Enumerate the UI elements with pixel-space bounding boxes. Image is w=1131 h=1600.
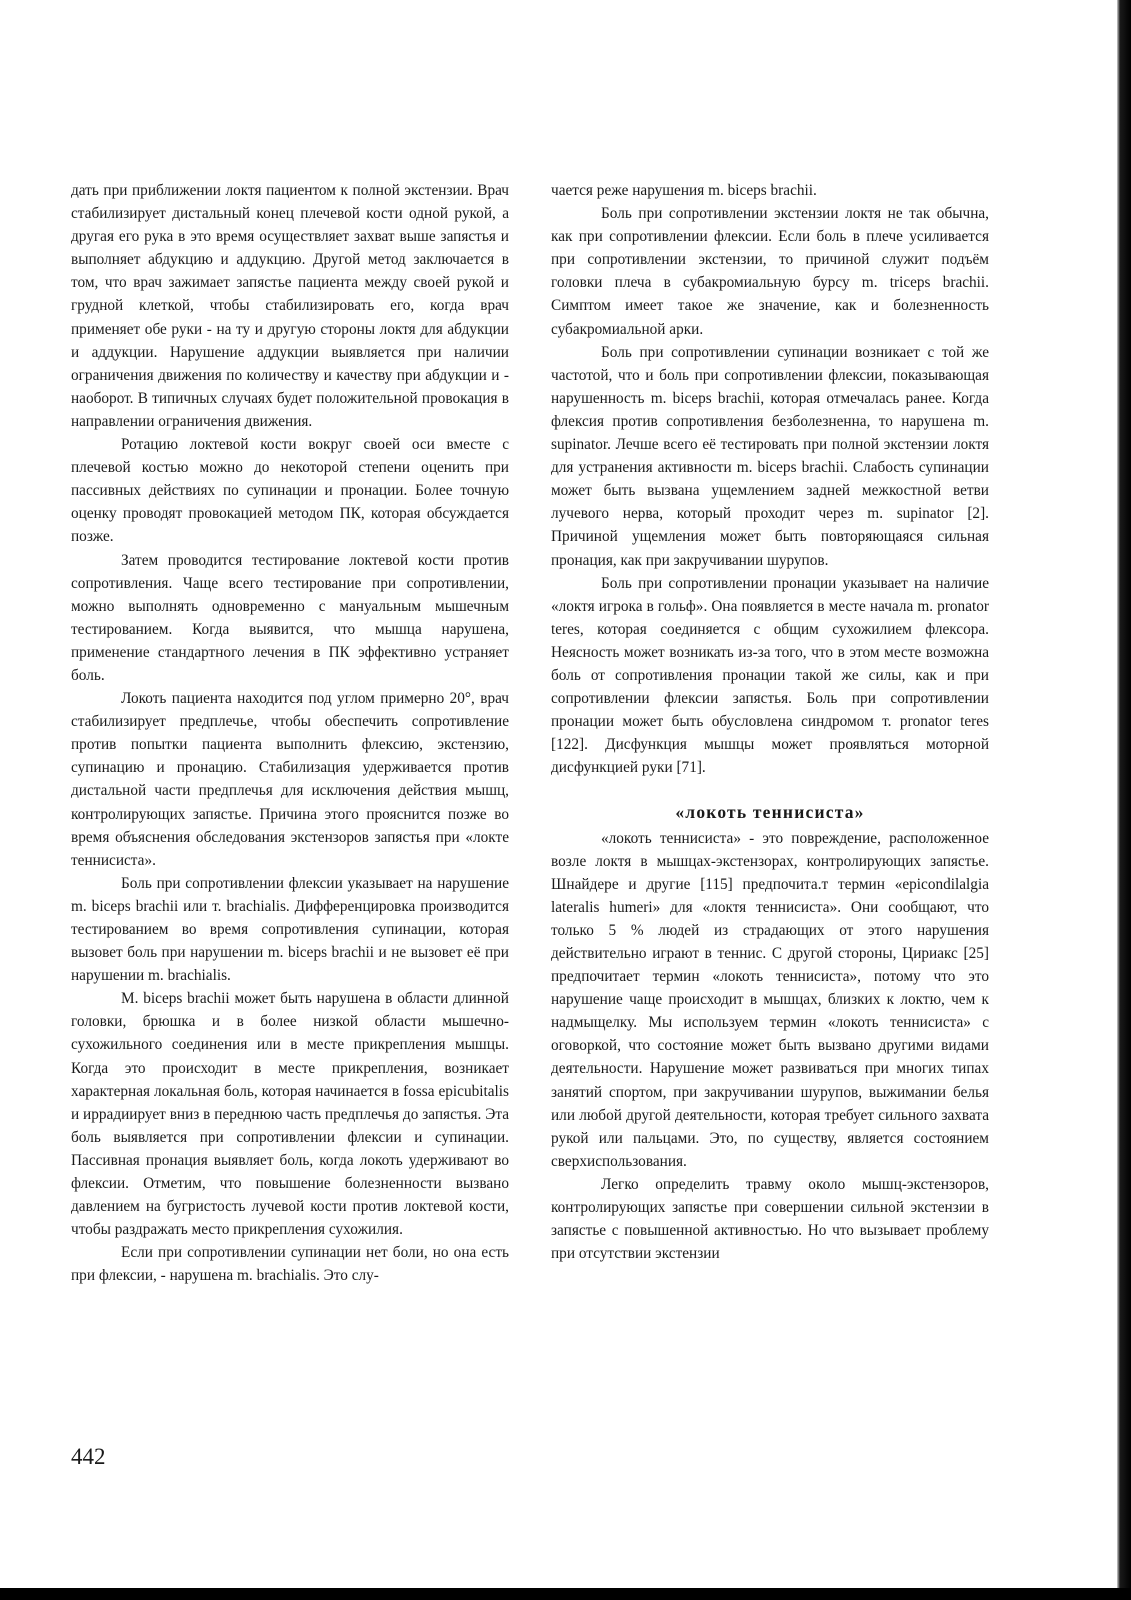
- paragraph: «локоть теннисиста» - это повреждение, расположенное возле локтя в мышцах-экстензорах, контролирующих запястье. Шнайдере и другие [115] предпочита.т термин «epicondilalgia lateralis humeri» для «локтя теннисиста». Они сообщают, что только 5 % людей из страдающих от этого нарушения действительно играют в теннис. С другой стороны, Цириакс [25] предпочитает термин «локоть теннисиста», потому что это нарушение чаще происходит в мышцах, близких к локтю, чем к надмыщелку. Мы используем термин «локоть теннисиста» с оговоркой, что состояние может быть вызвано другими видами деятельности. Нарушение может развиваться при многих типах занятий спортом, при закручивании шурупов, выжимании белья или любой другой деятельности, которая требует сильного захвата рукой или пальцами. Это, по существу, является состоянием сверхиспользования.: [551, 829, 989, 1170]
- paragraph: Ротацию локтевой кости вокруг своей оси вместе с плечевой костью можно до некоторой степени оценить при пассивных действиях по супинации и пронации. Более точную оценку проводят провокацией методом ПК, которая обсуждается позже.: [71, 436, 509, 546]
- paragraph: Боль при сопротивлении супинации возникает с той же частотой, что и боль при сопротивлении флексии, показывающая нарушенность m. biceps brachii, которая отмечалась ранее. Когда флексия против сопротивления безболезненна, то нарушена m. supinator. Лечше всего её тестировать при полной экстензии локтя для устранения активности m. biceps brachii. Слабость супинации может быть вызвана ущемлением задней межкостной ветви лучевого нерва, который проходит через m. supinator [2]. Причиной ущемления может быть повторяющаяся сильная пронация, как при закручивании шурупов.: [551, 343, 989, 569]
- scan-border-right: [1117, 0, 1131, 1600]
- scan-border-bottom: [0, 1588, 1131, 1600]
- paragraph: чается реже нарушения m. biceps brachii.: [551, 182, 817, 199]
- paragraph: M. biceps brachii может быть нарушена в области длинной головки, брюшка и в более низкой области мышечно-сухожильного соединения или в месте прикрепления мышцы. Когда это происходит в месте прикрепления, возникает характерная локальная боль, которая начинается в fossa epicubitalis и иррадиирует вниз в переднюю часть предплечья до запястья. Эта боль выявляется при сопротивлении флексии и супинации. Пассивная пронация выявляет боль, когда локоть удерживают во флексии. Отметим, что повышение болезненности вызвано давлением на бугристость лучевой кости против локтевой кости, чтобы раздражать место прикрепления сухожилия.: [71, 990, 509, 1239]
- paragraph: Боль при сопротивлении флексии указывает на нарушение m. biceps brachii или т. brachialis. Дифференцировка производится тестированием во время сопротивления супинации, которая вызовет боль при нарушении m. biceps brachii и не вызовет её при нарушении m. brachialis.: [71, 874, 509, 985]
- paragraph: Легко определить травму около мышц-экстензоров, контролирующих запястье при совершении сильной экстензии в запястье с повышенной активностью. Но что вызывает проблему при отсутствии экстензии: [551, 1175, 989, 1263]
- paragraph: Боль при сопротивлении пронации указывает на наличие «локтя игрока в гольф». Она появляется в месте начала m. pronator teres, которая соединяется с общим сухожилием флексора. Неясность может возникать из-за того, что в этом месте возможна боль от сопротивления пронации такой же силы, как и при сопротивлении флексии запястья. Боль при сопротивлении пронации может быть обусловлена синдромом т. pronator teres [122]. Дисфункция мышцы может проявляться моторной дисфункцией руки [71].: [551, 574, 989, 777]
- page-number: 442: [71, 1444, 106, 1469]
- paragraph: Локоть пациента находится под углом примерно 20°, врач стабилизирует предплечье, чтобы обеспечить сопротивление против попытки пациента выполнить флексию, экстензию, супинацию и пронацию. Стабилизация удерживается против дистальной части предплечья для исключения действия мышц, контролирующих запястье. Причина этого прояснится позже во время объяснения обследования экстензоров запястья при «локте теннисиста».: [71, 690, 509, 869]
- paragraph: Если при сопротивлении супинации нет боли, но она есть при флексии, - нарушена m. brachialis. Это слу-: [71, 1244, 509, 1285]
- paragraph: Затем проводится тестирование локтевой кости против сопротивления. Чаще всего тестирование при сопротивлении, можно выполнять одновременно с мануальным мышечным тестированием. Когда выявится, что мышца нарушена, применение стандартного лечения в ПК эффективно устраняет боль.: [71, 551, 509, 684]
- right-column: [551, 179, 989, 1265]
- paragraph: Боль при сопротивлении экстензии локтя не так обычна, как при сопротивлении флексии. Если боль в плече усиливается при сопротивлении экстензии, то причиной служит подъём головки плеча в субакромиальную бурсу m. triceps brachii. Симптом имеет такое же значение, как и болезненность субакромиальной арки.: [551, 205, 989, 338]
- section-heading: «локоть теннисиста»: [675, 802, 865, 823]
- paragraph: дать при приближении локтя пациентом к полной экстензии. Врач стабилизирует дистальный конец плечевой кости одной рукой, а другая его рука в это время осуществляет захват выше запястья и выполняет абдукцию и аддукцию. Другой метод заключается в том, что врач зажимает запястье пациента между своей рукой и грудной клеткой, чтобы стабилизировать его, когда врач применяет обе руки - на ту и другую стороны локтя для абдукции и аддукции. Нарушение аддукции выявляется при наличии ограничения движения по количеству и качеству при абдукции и - наоборот. В типичных случаях будет положительной провокация в направлении ограничения движения.: [71, 182, 509, 430]
- left-column: [71, 179, 509, 1288]
